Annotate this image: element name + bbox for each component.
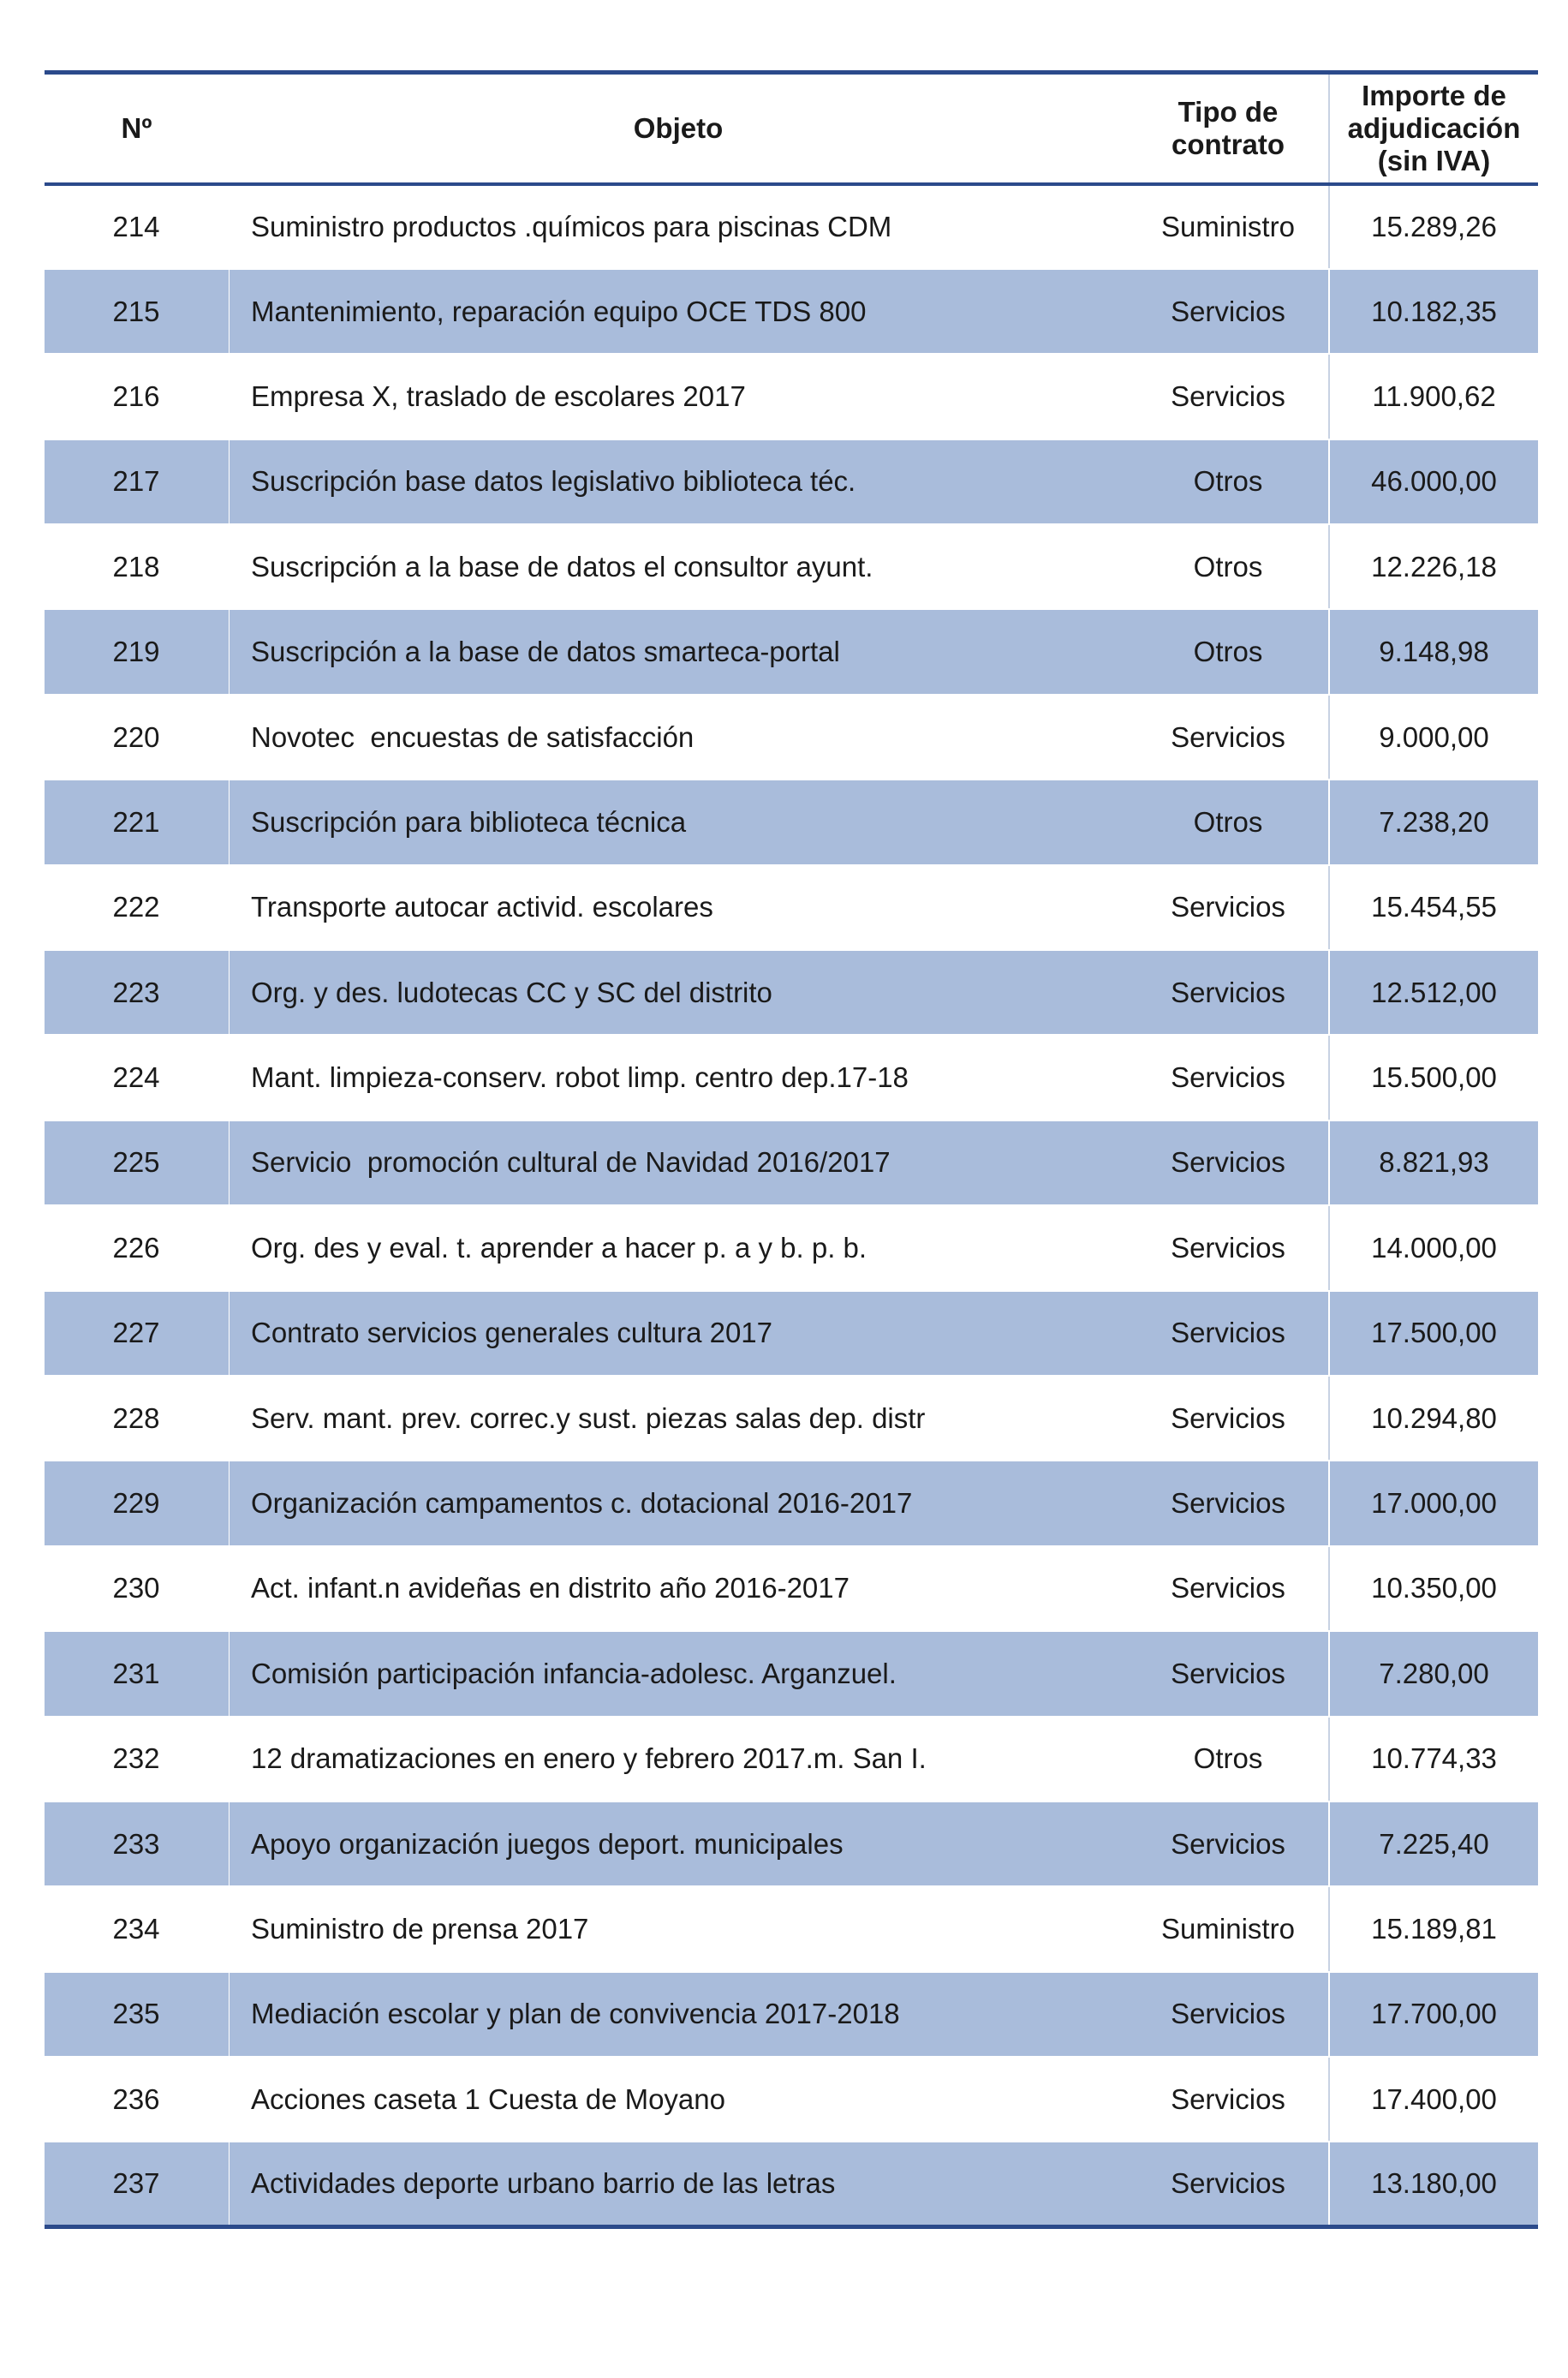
table-header [45, 73, 1538, 184]
row-importe: 14.000,00 [1329, 1205, 1538, 1290]
row-tipo-contrato: Servicios [1128, 2057, 1329, 2142]
row-tipo-contrato: Otros [1128, 524, 1329, 609]
row-objeto: Org. des y eval. t. aprender a hacer p. a y b. p. b. [229, 1205, 1128, 1290]
row-tipo-contrato: Otros [1128, 1717, 1329, 1801]
table-row [45, 439, 1538, 524]
row-importe: 9.000,00 [1329, 695, 1538, 780]
table-row [45, 1546, 1538, 1631]
row-number: 225 [45, 1120, 229, 1205]
row-tipo-contrato: Servicios [1128, 1376, 1329, 1461]
row-objeto: Mantenimiento, reparación equipo OCE TDS 800 [229, 269, 1128, 354]
row-objeto: Acciones caseta 1 Cuesta de Moyano [229, 2057, 1128, 2142]
row-objeto: Empresa X, traslado de escolares 2017 [229, 354, 1128, 439]
row-number: 226 [45, 1205, 229, 1290]
row-importe: 9.148,98 [1329, 609, 1538, 694]
row-tipo-contrato: Servicios [1128, 865, 1329, 950]
row-number: 219 [45, 609, 229, 694]
row-importe: 10.294,80 [1329, 1376, 1538, 1461]
row-tipo-contrato: Servicios [1128, 2142, 1329, 2226]
row-importe: 17.500,00 [1329, 1291, 1538, 1376]
row-importe: 17.700,00 [1329, 1972, 1538, 2057]
row-importe: 11.900,62 [1329, 354, 1538, 439]
row-importe: 17.000,00 [1329, 1461, 1538, 1545]
row-importe: 7.238,20 [1329, 780, 1538, 864]
header-row [45, 73, 1538, 184]
table-row [45, 695, 1538, 780]
row-objeto: Apoyo organización juegos deport. municipales [229, 1801, 1128, 1886]
row-objeto: Serv. mant. prev. correc.y sust. piezas salas dep. distr [229, 1376, 1128, 1461]
row-objeto: Suscripción para biblioteca técnica [229, 780, 1128, 864]
row-tipo-contrato: Servicios [1128, 1291, 1329, 1376]
row-objeto: 12 dramatizaciones en enero y febrero 2017.m. San I. [229, 1717, 1128, 1801]
row-objeto: Suministro de prensa 2017 [229, 1886, 1128, 1971]
row-objeto: Suministro productos .químicos para piscinas CDM [229, 184, 1128, 269]
row-importe: 15.454,55 [1329, 865, 1538, 950]
row-importe: 46.000,00 [1329, 439, 1538, 524]
table-row [45, 1461, 1538, 1545]
row-objeto: Servicio promoción cultural de Navidad 2016/2017 [229, 1120, 1128, 1205]
row-tipo-contrato: Servicios [1128, 269, 1329, 354]
table-row [45, 1376, 1538, 1461]
row-importe: 8.821,93 [1329, 1120, 1538, 1205]
row-number: 234 [45, 1886, 229, 1971]
row-number: 232 [45, 1717, 229, 1801]
row-tipo-contrato: Otros [1128, 439, 1329, 524]
header-objeto: Objeto [229, 73, 1128, 184]
row-number: 228 [45, 1376, 229, 1461]
row-tipo-contrato: Servicios [1128, 1631, 1329, 1716]
row-importe: 15.289,26 [1329, 184, 1538, 269]
row-tipo-contrato: Suministro [1128, 1886, 1329, 1971]
row-importe: 10.182,35 [1329, 269, 1538, 354]
table-row [45, 269, 1538, 354]
row-number: 222 [45, 865, 229, 950]
row-tipo-contrato: Servicios [1128, 695, 1329, 780]
table-row [45, 780, 1538, 864]
table-row [45, 1035, 1538, 1120]
row-objeto: Contrato servicios generales cultura 2017 [229, 1291, 1128, 1376]
table-row [45, 865, 1538, 950]
row-importe: 12.226,18 [1329, 524, 1538, 609]
table-row [45, 1631, 1538, 1716]
row-number: 230 [45, 1546, 229, 1631]
row-objeto: Mant. limpieza-conserv. robot limp. centro dep.17-18 [229, 1035, 1128, 1120]
table-row [45, 1801, 1538, 1886]
row-tipo-contrato: Servicios [1128, 1972, 1329, 2057]
row-objeto: Organización campamentos c. dotacional 2016-2017 [229, 1461, 1128, 1545]
row-importe: 15.189,81 [1329, 1886, 1538, 1971]
row-objeto: Mediación escolar y plan de convivencia 2017-2018 [229, 1972, 1128, 2057]
table-row [45, 2057, 1538, 2142]
row-number: 218 [45, 524, 229, 609]
row-number: 235 [45, 1972, 229, 2057]
row-objeto: Transporte autocar activid. escolares [229, 865, 1128, 950]
row-number: 224 [45, 1035, 229, 1120]
row-number: 220 [45, 695, 229, 780]
row-importe: 15.500,00 [1329, 1035, 1538, 1120]
row-tipo-contrato: Servicios [1128, 1801, 1329, 1886]
row-objeto: Suscripción a la base de datos el consultor ayunt. [229, 524, 1128, 609]
row-number: 229 [45, 1461, 229, 1545]
table-row [45, 1717, 1538, 1801]
row-tipo-contrato: Servicios [1128, 1461, 1329, 1545]
table-body [45, 184, 1538, 2227]
row-tipo-contrato: Servicios [1128, 950, 1329, 1035]
row-objeto: Act. infant.n avideñas en distrito año 2016-2017 [229, 1546, 1128, 1631]
table-row [45, 2142, 1538, 2226]
contracts-table [45, 70, 1538, 2229]
header-importe [1329, 73, 1538, 184]
row-number: 233 [45, 1801, 229, 1886]
row-number: 214 [45, 184, 229, 269]
table-row [45, 950, 1538, 1035]
row-number: 215 [45, 269, 229, 354]
header-tipo [1128, 73, 1329, 184]
row-number: 217 [45, 439, 229, 524]
header-tipo-line1: Tipo de [1177, 95, 1279, 128]
row-objeto: Comisión participación infancia-adolesc. Arganzuel. [229, 1631, 1128, 1716]
header-importe-line2: adjudicación [1347, 111, 1521, 144]
row-number: 216 [45, 354, 229, 439]
row-objeto: Suscripción a la base de datos smarteca-portal [229, 609, 1128, 694]
row-importe: 10.350,00 [1329, 1546, 1538, 1631]
header-importe-line1: Importe de [1362, 79, 1506, 111]
table-row [45, 354, 1538, 439]
table-row [45, 1291, 1538, 1376]
row-tipo-contrato: Servicios [1128, 354, 1329, 439]
table-row [45, 1120, 1538, 1205]
row-tipo-contrato: Servicios [1128, 1546, 1329, 1631]
row-tipo-contrato: Servicios [1128, 1120, 1329, 1205]
row-objeto: Org. y des. ludotecas CC y SC del distrito [229, 950, 1128, 1035]
row-importe: 7.280,00 [1329, 1631, 1538, 1716]
table-row [45, 1972, 1538, 2057]
row-objeto: Suscripción base datos legislativo biblioteca téc. [229, 439, 1128, 524]
row-objeto: Actividades deporte urbano barrio de las letras [229, 2142, 1128, 2226]
table-row [45, 609, 1538, 694]
row-importe: 13.180,00 [1329, 2142, 1538, 2226]
row-tipo-contrato: Otros [1128, 609, 1329, 694]
row-objeto: Novotec encuestas de satisfacción [229, 695, 1128, 780]
row-importe: 12.512,00 [1329, 950, 1538, 1035]
header-tipo-line2: contrato [1172, 128, 1285, 160]
row-number: 221 [45, 780, 229, 864]
row-importe: 7.225,40 [1329, 1801, 1538, 1886]
header-importe-line3: (sin IVA) [1377, 144, 1491, 176]
table-row [45, 184, 1538, 269]
row-number: 237 [45, 2142, 229, 2226]
row-tipo-contrato: Otros [1128, 780, 1329, 864]
row-number: 223 [45, 950, 229, 1035]
row-importe: 17.400,00 [1329, 2057, 1538, 2142]
row-number: 231 [45, 1631, 229, 1716]
table-row [45, 1205, 1538, 1290]
row-tipo-contrato: Servicios [1128, 1035, 1329, 1120]
row-tipo-contrato: Servicios [1128, 1205, 1329, 1290]
row-tipo-contrato: Suministro [1128, 184, 1329, 269]
table-row [45, 1886, 1538, 1971]
row-number: 236 [45, 2057, 229, 2142]
header-num: Nº [45, 73, 229, 184]
row-number: 227 [45, 1291, 229, 1376]
row-importe: 10.774,33 [1329, 1717, 1538, 1801]
table-row [45, 524, 1538, 609]
contracts-table-container [45, 70, 1538, 2229]
